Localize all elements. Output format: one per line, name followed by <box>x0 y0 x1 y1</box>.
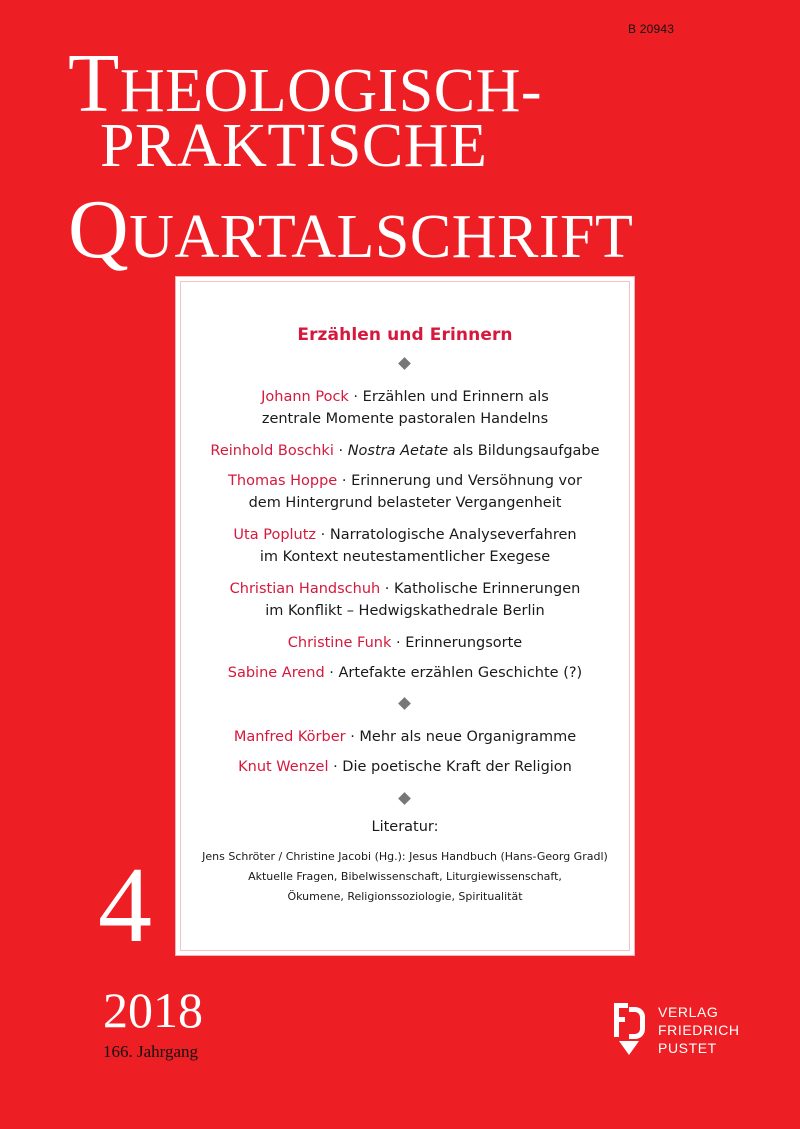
article-title: dem Hintergrund belasteter Vergangenheit <box>248 495 562 511</box>
publisher-name: VERLAG FRIEDRICH PUSTET <box>658 1004 740 1056</box>
article-author: Reinhold Boschki <box>210 443 334 459</box>
article-entry: Knut Wenzel · Die poetische Kraft der Religion <box>238 759 572 775</box>
article-author: Christian Handschuh <box>229 581 381 597</box>
diamond-divider-icon <box>398 792 411 805</box>
title-line-3: QUARTALSCHRIFT <box>68 183 634 276</box>
article-author: Manfred Körber <box>233 729 346 745</box>
article-entry: Thomas Hoppe · Erinnerung und Versöhnung vor dem Hintergrund belasteter Vergangenheit <box>228 473 582 511</box>
literature-line: Jens Schröter / Christine Jacobi (Hg.): Jesus Handbuch (Hans-Georg Gradl) <box>202 850 608 863</box>
article-entry: Christian Handschuh · Katholische Erinnerungen im Konflikt – Hedwigskathedrale Berlin <box>229 581 581 619</box>
article-title: Mehr als neue Organigramme <box>359 729 577 745</box>
issue-number: 4 <box>98 846 152 965</box>
diamond-divider-icon <box>398 357 411 370</box>
article-title: im Konflikt – Hedwigskathedrale Berlin <box>265 603 545 619</box>
article-author: Sabine Arend <box>227 665 325 681</box>
article-author: Knut Wenzel <box>238 759 329 775</box>
contents-box <box>175 276 635 956</box>
article-title: Katholische Erinnerungen <box>394 581 581 597</box>
article-entry: Johann Pock · Erzählen und Erinnern als zentrale Momente pastoralen Handelns <box>261 389 549 427</box>
article-author: Thomas Hoppe <box>228 473 338 489</box>
article-title: im Kontext neutestamentlicher Exegese <box>259 549 551 565</box>
article-entry: Sabine Arend · Artefakte erzählen Geschichte (?) <box>227 665 583 681</box>
article-title: Erinnerung und Versöhnung vor <box>351 473 582 489</box>
contents-inner <box>186 277 624 955</box>
publisher-logo-icon <box>607 1001 651 1061</box>
article-title-italic: Nostra Aetate <box>347 443 449 459</box>
literature-heading: Literatur: <box>371 819 439 835</box>
article-author: Johann Pock <box>261 389 349 405</box>
title-line-2: PRAKTISCHE <box>100 112 488 180</box>
article-entry: Uta Poplutz · Narratologische Analyseverfahren im Kontext neutestamentlicher Exegese <box>233 527 577 565</box>
article-author: Christine Funk <box>287 635 392 651</box>
article-title: zentrale Momente pastoralen Handelns <box>261 411 549 427</box>
catalog-code: B 20943 <box>628 22 675 36</box>
article-title: als Bildungsaufgabe <box>448 443 600 459</box>
diamond-divider-icon <box>398 697 411 710</box>
issue-theme: Erzählen und Erinnern <box>297 325 513 345</box>
literature-line: Ökumene, Religionssoziologie, Spiritualität <box>287 890 523 903</box>
article-title: Erinnerungsorte <box>405 635 523 651</box>
article-entry: Manfred Körber · Mehr als neue Organigramme <box>233 729 577 745</box>
issue-year: 2018 <box>103 982 203 1038</box>
article-author: Uta Poplutz <box>233 527 317 543</box>
volume-label: 166. Jahrgang <box>103 1042 199 1061</box>
article-title: Artefakte erzählen Geschichte (?) <box>338 665 583 681</box>
article-title: Die poetische Kraft der Religion <box>342 759 572 775</box>
title-line-1: THEOLOGISCH- <box>68 37 543 130</box>
article-entry: Reinhold Boschki · Nostra Aetate als Bildungsaufgabe <box>210 443 600 459</box>
article-entry: Christine Funk · Erinnerungsorte <box>287 635 523 651</box>
article-title: Erzählen und Erinnern als <box>362 389 549 405</box>
literature-line: Aktuelle Fragen, Bibelwissenschaft, Liturgiewissenschaft, <box>248 870 562 883</box>
article-title: Narratologische Analyseverfahren <box>329 527 577 543</box>
